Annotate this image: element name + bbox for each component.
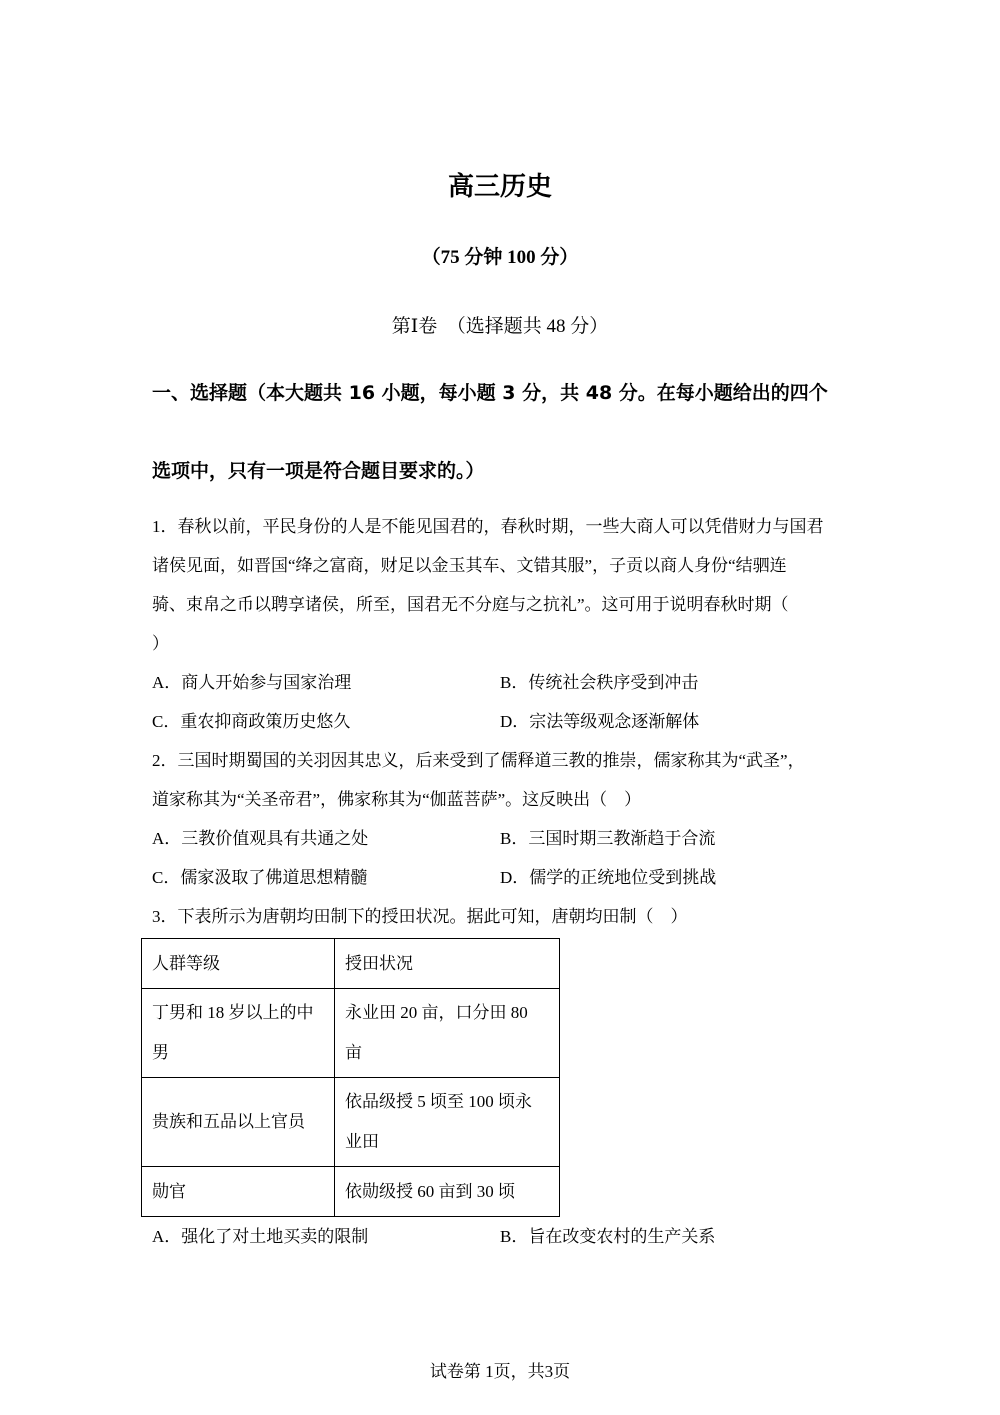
table-cell (335, 1167, 560, 1217)
question-2-option-c: C．儒家汲取了佛道思想精髓 (152, 868, 368, 887)
table-cell-text: 贵族和五品以上官员 (152, 1112, 305, 1131)
table-row (142, 1167, 560, 1217)
question-1-line: ） (152, 634, 169, 653)
table-cell (142, 1078, 335, 1167)
volume-heading: 第Ⅰ卷 （选择题共 48 分） (391, 316, 609, 337)
question-2-option-a: A．三教价值观具有共通之处 (152, 829, 369, 848)
question-1-line: 骑、束帛之币以聘享诸侯，所至，国君无不分庭与之抗礼”。这可用于说明春秋时期（ (152, 595, 789, 614)
table-cell-text: 永业田 20 亩，口分田 80 亩 (345, 1003, 528, 1062)
land-grant-table (141, 938, 560, 1217)
table-header-cell: 人群等级 (142, 939, 335, 989)
table-cell (335, 989, 560, 1078)
table-cell-text: 依品级授 5 顷至 100 顷永 业田 (345, 1092, 532, 1151)
question-1-option-a: A．商人开始参与国家治理 (152, 673, 352, 692)
page-footer: 试卷第 1页，共3页 (429, 1362, 571, 1381)
table-cell-text: 丁男和 18 岁以上的中 男 (152, 1003, 314, 1062)
question-1-option-c: C．重农抑商政策历史悠久 (152, 712, 351, 731)
question-2-option-b: B．三国时期三教渐趋于合流 (500, 829, 716, 848)
question-1-line: 1．春秋以前，平民身份的人是不能见国君的，春秋时期，一些大商人可以凭借财力与国君 (152, 517, 824, 536)
table-cell-text: 依勋级授 60 亩到 30 顷 (345, 1181, 515, 1201)
question-2-line: 2．三国时期蜀国的关羽因其忠义，后来受到了儒释道三教的推崇，儒家称其为“武圣”， (152, 751, 805, 770)
question-2-line: 道家称其为“关圣帝君”，佛家称其为“伽蓝菩萨”。这反映出（ ） (152, 790, 642, 809)
table-header-row (142, 939, 560, 989)
question-1-option-b: B．传统社会秩序受到冲击 (500, 673, 699, 692)
question-3-option-a: A．强化了对土地买卖的限制 (152, 1227, 369, 1246)
question-2-option-d: D．儒学的正统地位受到挑战 (500, 868, 717, 887)
section-heading-line-1: 一、选择题（本大题共 16 小题，每小题 3 分，共 48 分。在每小题给出的四个 (152, 382, 828, 404)
section-heading-line-2: 选项中，只有一项是符合题目要求的。） (152, 460, 485, 482)
table-row (142, 1078, 560, 1167)
exam-duration-score: （75 分钟 100 分） (421, 247, 579, 268)
table-cell-text: 勋官 (152, 1181, 186, 1201)
question-1-line: 诸侯见面，如晋国“绛之富商，财足以金玉其车、文错其服”，子贡以商人身份“结驷连 (152, 556, 787, 575)
table-cell (335, 1078, 560, 1167)
table-cell (142, 989, 335, 1078)
table-header-cell: 授田状况 (335, 939, 560, 989)
table-row (142, 989, 560, 1078)
question-1-option-d: D．宗法等级观念逐渐解体 (500, 712, 700, 731)
question-3-option-b: B．旨在改变农村的生产关系 (500, 1227, 716, 1246)
page-title: 高三历史 (447, 172, 552, 202)
question-3-stem: 3．下表所示为唐朝均田制下的授田状况。据此可知，唐朝均田制（ ） (152, 907, 688, 926)
table-cell (142, 1167, 335, 1217)
